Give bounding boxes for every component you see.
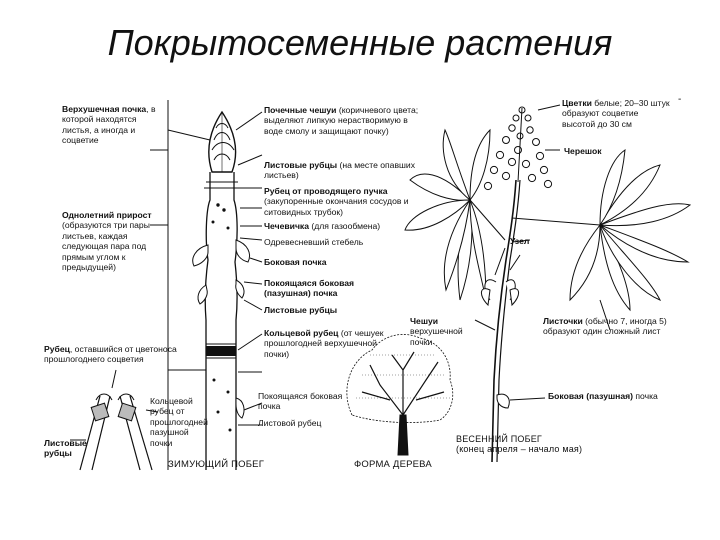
label-leaf-scars-2: Листовые рубцы [264,305,338,315]
label-leaf-scars-bottom: Листовые рубцы [44,438,87,459]
label-inflorescence-scar: Рубец, оставшийся от цветоноса прошлогоднего соцветия [44,344,177,365]
label-woody-stem: Одревесневший стебель [264,237,364,247]
label-apical-scales: Чешуи верхушечной почки [410,316,463,347]
label-bud-scales: Почечные чешуи (коричневого цвета; выделяют липкую нерастворимую в воде смолу и защищают почку) [264,105,419,136]
label-ring-scar-axillary: Кольцевой рубец от прошлогодней пазушной почки [150,396,208,448]
inflorescence [484,107,551,190]
label-flowers: Цветки белые; 20–30 штук образуют соцветие высотой до 30 см [562,98,670,129]
label-dormant-bud-2: Покоящаяся боковая почка [258,391,343,412]
spring-shoot [405,105,690,462]
page-title: Покрытосеменные растения [107,22,613,63]
right-compound-leaf [512,150,690,310]
label-lateral-bud: Боковая почка [264,257,327,267]
label-petiole: Черешок [564,146,602,156]
label-node: Узел [510,236,530,246]
label-leaflets: Листочки (обычно 7, иногда 5) образуют один сложный лист [543,316,667,337]
caption-tree-shape: ФОРМА ДЕРЕВА [354,459,432,470]
caption-winter-shoot: ЗИМУЮЩИЙ ПОБЕГ [168,459,265,470]
label-ring-scar: Кольцевой рубец (от чешуек прошлогодней верхушечной почки) [264,328,384,359]
label-leaf-scar-single: Листовой рубец [258,418,322,428]
label-bundle-scar: Рубец от проводящего пучка (закупоренные окончания сосудов и ситовидных трубок) [264,186,409,217]
label-apical-bud: Верхушечная почка, в которой находятся листья, а иногда и соцветие [62,104,156,146]
dash-mark: - [678,94,682,105]
label-leaf-scars: Листовые рубцы (на месте опавших листьев) [264,160,416,181]
label-lateral-axillary-bud: Боковая (пазушная) почка [548,391,658,401]
label-dormant-bud: Покоящаяся боковая (пазушная) почка [264,278,355,299]
caption-spring-shoot: ВЕСЕННИЙ ПОБЕГ (конец апреля – начало мая) [456,434,583,454]
label-lenticel: Чечевичка (для газообмена) [264,221,381,231]
label-annual-growth: Однолетний прирост (образуются три пары листьев, каждая следующая пара под прямым углом к предыдущей) [62,210,152,273]
